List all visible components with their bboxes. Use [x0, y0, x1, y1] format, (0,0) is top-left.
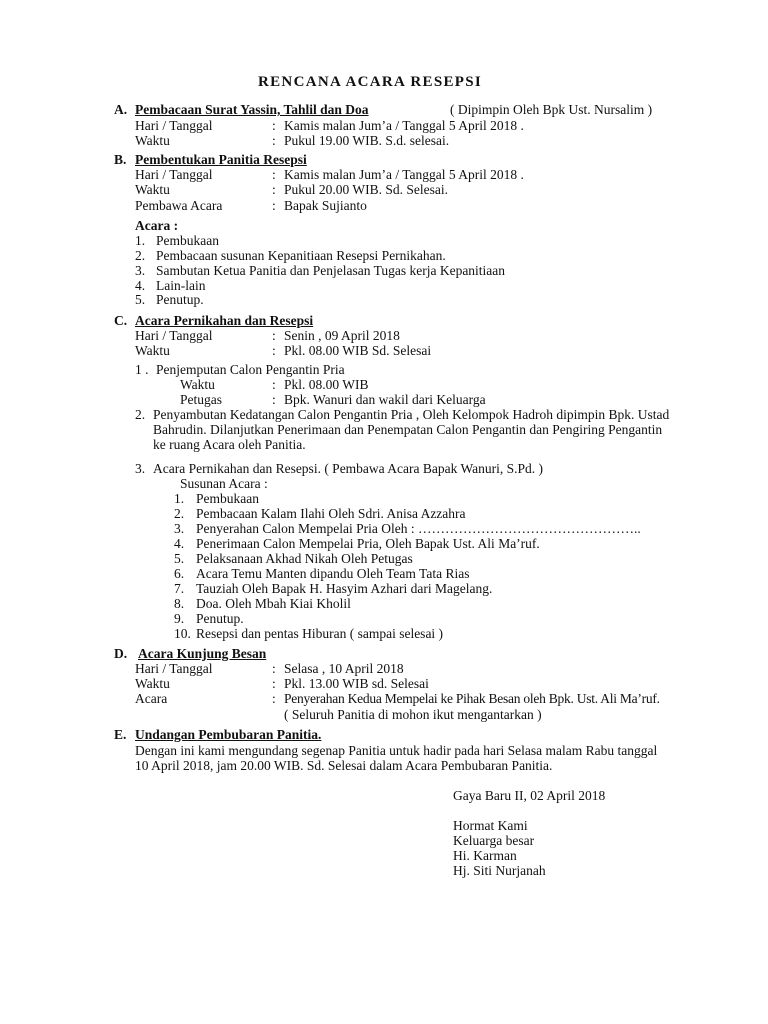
row-separator: :: [272, 167, 276, 182]
paragraph-line: 10 April 2018, jam 20.00 WIB. Sd. Selesai dalam Acara Pembubaran Panitia.: [135, 758, 553, 773]
section-b-letter: B.: [114, 152, 127, 167]
list-item: Penyerahan Calon Mempelai Pria Oleh : …………………………………………..: [196, 521, 641, 536]
list-item: Lain-lain: [156, 278, 206, 293]
row-separator: :: [272, 691, 276, 706]
list-item-number: 8.: [174, 596, 185, 611]
section-c-letter: C.: [114, 313, 128, 328]
list-item: Penjemputan Calon Pengantin Pria: [156, 362, 345, 377]
paragraph-line: ke ruang Acara oleh Panitia.: [153, 437, 306, 452]
acara-label: Acara :: [135, 218, 179, 233]
list-item-number: 5.: [135, 292, 146, 307]
row-value: Penyerahan Kedua Mempelai ke Pihak Besan oleh Bpk. Ust. Ali Ma’ruf.: [284, 691, 660, 706]
list-item: Pembacaan Kalam Ilahi Oleh Sdri. Anisa Azzahra: [196, 506, 466, 521]
list-item: Tauziah Oleh Bapak H. Hasyim Azhari dari Magelang.: [196, 581, 493, 596]
row-value: Pkl. 08.00 WIB: [284, 377, 369, 392]
list-item-number: 6.: [174, 566, 185, 581]
list-item-number: 2.: [174, 506, 185, 521]
list-item: Doa. Oleh Mbah Kiai Kholil: [196, 596, 351, 611]
section-d-letter: D.: [114, 646, 128, 661]
row-value: Kamis malan Jum’a / Tanggal 5 April 2018 .: [284, 167, 524, 182]
list-item-number: 7.: [174, 581, 185, 596]
row-label: Waktu: [180, 377, 215, 392]
row-label: Acara: [135, 691, 168, 706]
salutation: Hormat Kami: [453, 818, 528, 833]
signatory-name: Hj. Siti Nurjanah: [453, 863, 546, 878]
list-item: Penutup.: [156, 292, 204, 307]
row-separator: :: [272, 661, 276, 676]
list-item-number: 3.: [135, 263, 146, 278]
row-value: Pkl. 13.00 WIB sd. Selesai: [284, 676, 429, 691]
family-label: Keluarga besar: [453, 833, 535, 848]
section-d-note: ( Seluruh Panitia di mohon ikut mengantarkan ): [284, 707, 542, 722]
paragraph-line: Bahrudin. Dilanjutkan Penerimaan dan Penempatan Calon Pengantin dan Pengiring Pengantin: [153, 422, 663, 437]
list-item-number: 5.: [174, 551, 185, 566]
list-item-number: 3.: [135, 461, 146, 476]
row-label: Waktu: [135, 343, 170, 358]
section-e-letter: E.: [114, 727, 127, 742]
list-item-number: 4.: [135, 278, 146, 293]
list-item: Pembukaan: [196, 491, 259, 506]
row-label: Petugas: [180, 392, 222, 407]
row-value: Bapak Sujianto: [284, 198, 367, 213]
row-separator: :: [272, 676, 276, 691]
list-item: Pembukaan: [156, 233, 219, 248]
row-value: Selasa , 10 April 2018: [284, 661, 404, 676]
section-d-heading: Acara Kunjung Besan: [138, 646, 267, 661]
list-item-number: 1 .: [135, 362, 149, 377]
row-value: Pukul 19.00 WIB. S.d. selesai.: [284, 133, 450, 148]
list-item: Acara Temu Manten dipandu Oleh Team Tata Rias: [196, 566, 470, 581]
row-label: Hari / Tanggal: [135, 167, 213, 182]
list-item: Penutup.: [196, 611, 244, 626]
section-a-letter: A.: [114, 102, 128, 117]
row-value: Pkl. 08.00 WIB Sd. Selesai: [284, 343, 432, 358]
list-item-number: 2.: [135, 407, 146, 422]
list-item: Resepsi dan pentas Hiburan ( sampai selesai ): [196, 626, 444, 641]
paragraph-line: Dengan ini kami mengundang segenap Panitia untuk hadir pada hari Selasa malam Rabu tanggal: [135, 743, 658, 758]
row-value: Kamis malan Jum’a / Tanggal 5 April 2018 .: [284, 118, 524, 133]
list-item-number: 2.: [135, 248, 146, 263]
list-item: Pelaksanaan Akhad Nikah Oleh Petugas: [196, 551, 413, 566]
section-b-heading: Pembentukan Panitia Resepsi: [135, 152, 307, 167]
row-separator: :: [272, 343, 276, 358]
row-separator: :: [272, 392, 276, 407]
section-a-heading: Pembacaan Surat Yassin, Tahlil dan Doa: [135, 102, 369, 117]
section-a-heading-note: ( Dipimpin Oleh Bpk Ust. Nursalim ): [450, 102, 653, 117]
document-title: RENCANA ACARA RESEPSI: [258, 74, 483, 90]
row-separator: :: [272, 198, 276, 213]
section-e-heading: Undangan Pembubaran Panitia.: [135, 727, 322, 742]
row-separator: :: [272, 182, 276, 197]
row-separator: :: [272, 133, 276, 148]
row-separator: :: [272, 377, 276, 392]
row-separator: :: [272, 118, 276, 133]
row-label: Hari / Tanggal: [135, 328, 213, 343]
list-item-number: 9.: [174, 611, 185, 626]
signatory-name: Hi. Karman: [453, 848, 517, 863]
place-date: Gaya Baru II, 02 April 2018: [453, 788, 606, 803]
row-label: Pembawa Acara: [135, 198, 223, 213]
section-c-heading: Acara Pernikahan dan Resepsi: [135, 313, 314, 328]
list-item: Sambutan Ketua Panitia dan Penjelasan Tugas kerja Kepanitiaan: [156, 263, 506, 278]
list-item-number: 10.: [174, 626, 191, 641]
list-item-number: 1.: [135, 233, 146, 248]
row-label: Waktu: [135, 182, 170, 197]
list-item: Acara Pernikahan dan Resepsi. ( Pembawa Acara Bapak Wanuri, S.Pd. ): [153, 461, 544, 476]
list-item-number: 3.: [174, 521, 185, 536]
list-item-number: 1.: [174, 491, 185, 506]
susunan-label: Susunan Acara :: [180, 476, 268, 491]
row-value: Pukul 20.00 WIB. Sd. Selesai.: [284, 182, 449, 197]
list-item: Penerimaan Calon Mempelai Pria, Oleh Bapak Ust. Ali Ma’ruf.: [196, 536, 540, 551]
list-item: Pembacaan susunan Kepanitiaan Resepsi Pernikahan.: [156, 248, 446, 263]
row-label: Waktu: [135, 133, 170, 148]
row-separator: :: [272, 328, 276, 343]
paragraph-line: Penyambutan Kedatangan Calon Pengantin Pria , Oleh Kelompok Hadroh dipimpin Bpk. Ustad: [153, 407, 670, 422]
row-label: Waktu: [135, 676, 170, 691]
row-label: Hari / Tanggal: [135, 118, 213, 133]
list-item-number: 4.: [174, 536, 185, 551]
row-value: Senin , 09 April 2018: [284, 328, 400, 343]
row-value: Bpk. Wanuri dan wakil dari Keluarga: [284, 392, 486, 407]
row-label: Hari / Tanggal: [135, 661, 213, 676]
